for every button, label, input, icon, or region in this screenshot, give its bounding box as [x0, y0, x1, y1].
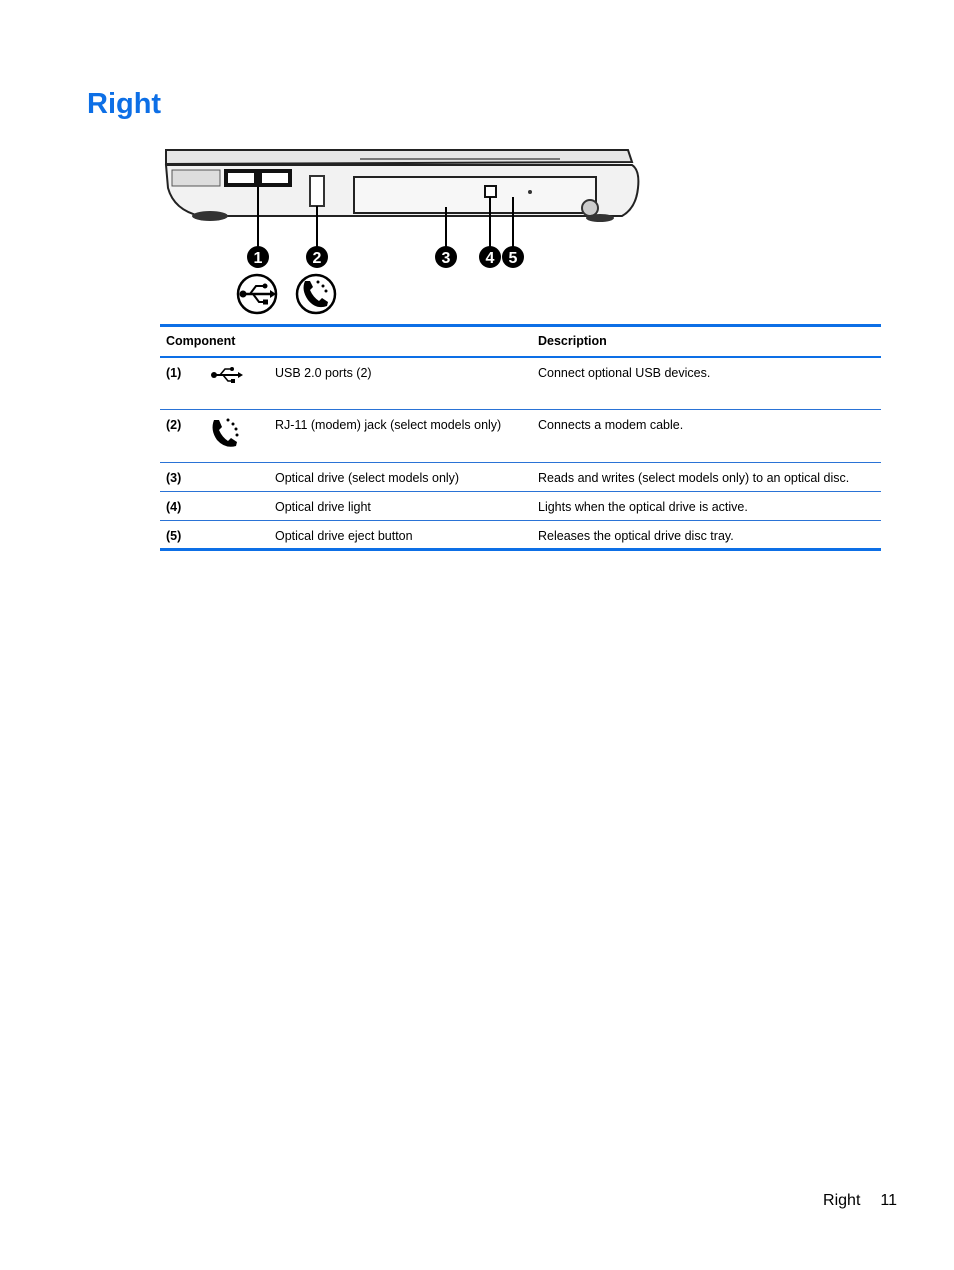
- component-name: USB 2.0 ports (2): [275, 365, 372, 380]
- svg-text:3: 3: [441, 250, 451, 267]
- callout-5: [502, 246, 524, 268]
- component-number: (3): [166, 471, 182, 485]
- footer-section-name: Right: [823, 1192, 861, 1209]
- page-footer: [823, 1192, 897, 1210]
- table-header-row: [160, 326, 881, 357]
- page-title: Right: [87, 88, 162, 120]
- component-number: (1): [166, 365, 182, 380]
- component-table: [160, 324, 881, 551]
- component-name: Optical drive light: [275, 500, 371, 514]
- usb-icon: [238, 275, 276, 313]
- callout-2: [306, 246, 328, 268]
- table-row: [160, 463, 881, 492]
- header-description: Description: [538, 334, 607, 349]
- callout-4: [479, 246, 501, 268]
- component-number: (2): [166, 418, 182, 432]
- row-icon-cell: [210, 410, 275, 463]
- modem-phone-icon: [297, 275, 335, 313]
- svg-text:4: 4: [485, 250, 495, 267]
- callout-1: [247, 246, 269, 268]
- callout-3: [435, 246, 457, 268]
- svg-text:5: 5: [508, 250, 518, 267]
- laptop-right-side-illustration: [160, 140, 650, 320]
- table-row: [160, 357, 881, 410]
- modem-phone-icon: [210, 416, 244, 450]
- component-description: Connect optional USB devices.: [538, 365, 711, 380]
- row-icon-cell: [210, 357, 275, 410]
- component-name: Optical drive eject button: [275, 529, 413, 543]
- component-description: Reads and writes (select models only) to an optical disc.: [538, 471, 850, 485]
- component-description: Connects a modem cable.: [538, 418, 684, 432]
- usb-icon: [210, 364, 244, 386]
- table-row: [160, 492, 881, 521]
- svg-text:2: 2: [312, 250, 322, 267]
- header-component: Component: [166, 334, 236, 349]
- component-name: Optical drive (select models only): [275, 471, 460, 485]
- component-number: (4): [166, 500, 182, 514]
- component-description: Releases the optical drive disc tray.: [538, 529, 734, 543]
- component-number: (5): [166, 529, 182, 543]
- component-name: RJ-11 (modem) jack (select models only): [275, 418, 502, 432]
- svg-text:1: 1: [253, 250, 263, 267]
- table-row: [160, 410, 881, 463]
- table-row: [160, 521, 881, 550]
- page-number: 11: [880, 1192, 897, 1209]
- component-description: Lights when the optical drive is active.: [538, 500, 748, 514]
